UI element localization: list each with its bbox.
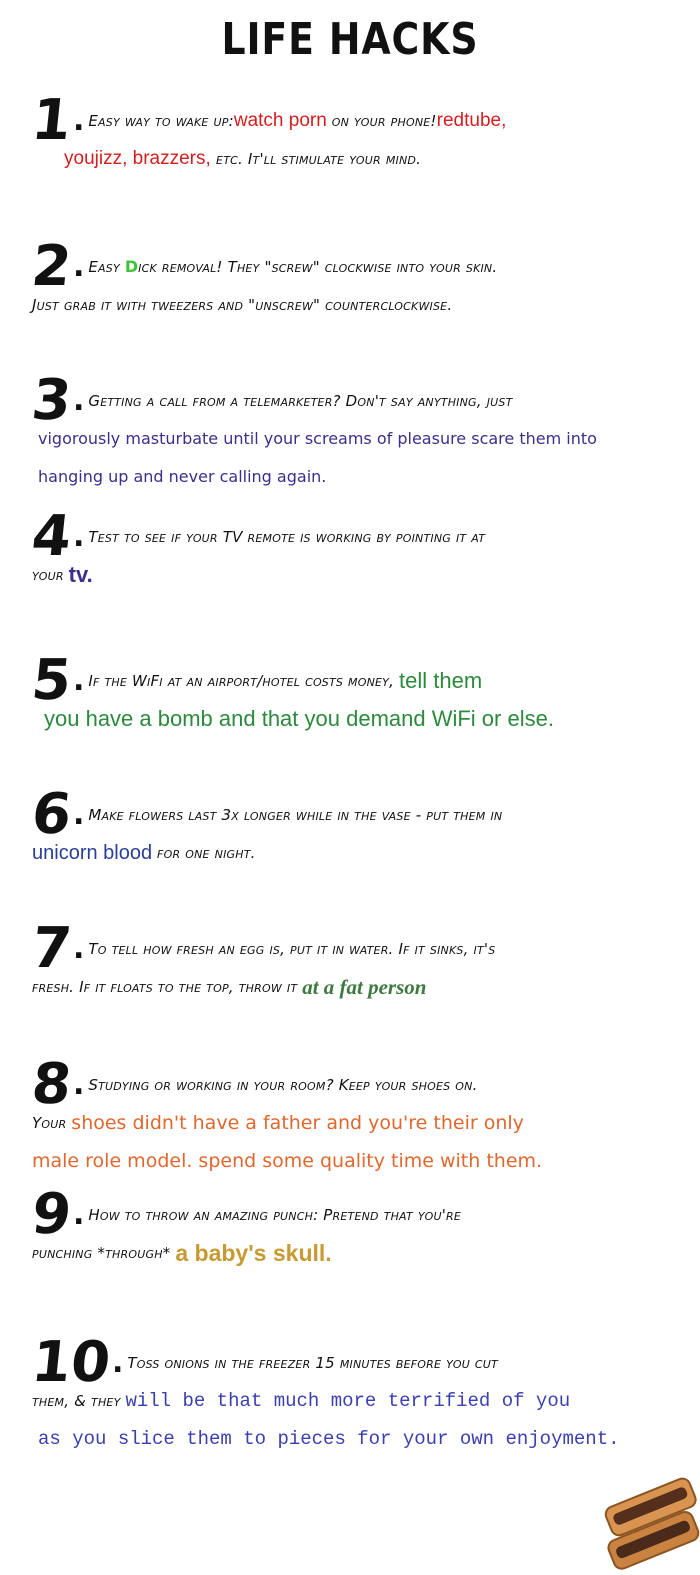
- hack-text-segment: a baby's skull.: [175, 1240, 332, 1266]
- hack-item-7: [28, 916, 672, 1006]
- hack-text-segment: at a fat person: [302, 975, 427, 999]
- hack-line: [32, 1142, 672, 1180]
- hack-text-segment: Getting a call from a telemarketer? Don't say anything, just: [88, 392, 513, 410]
- hack-number: 9: [28, 1182, 75, 1247]
- hack-line: [32, 968, 672, 1006]
- hack-text-segment: as you slice them to pieces for your own enjoyment.: [38, 1428, 620, 1450]
- hack-text-segment: Just grab it with tweezers and "unscrew" counterclockwise.: [32, 296, 453, 314]
- hack-line: [28, 1052, 672, 1117]
- hack-line: [28, 1330, 672, 1395]
- hack-text-segment: Test to see if your TV remote is working by pointing it at: [88, 528, 486, 546]
- number-dot: .: [72, 383, 85, 418]
- number-dot: .: [72, 1067, 85, 1102]
- hack-line: [32, 556, 672, 594]
- hack-text-segment: fresh. If it floats to the top, throw it: [32, 978, 303, 996]
- hack-line: [28, 88, 672, 153]
- hack-text-segment: unicorn blood: [32, 842, 153, 864]
- hack-text-segment: your: [32, 566, 69, 584]
- hack-line: [28, 1182, 672, 1247]
- hack-number: 1: [28, 88, 75, 153]
- number-dot: .: [72, 797, 85, 832]
- hack-number: 7: [28, 916, 75, 981]
- hack-line: [32, 140, 672, 178]
- hack-line: [28, 648, 672, 713]
- hack-text-segment: D: [124, 257, 139, 276]
- number-dot: .: [72, 931, 85, 966]
- number-dot: .: [72, 103, 85, 138]
- hack-number: 10: [28, 1330, 114, 1395]
- hack-text-segment: redtube,: [436, 110, 507, 131]
- hack-text-segment: How to throw an amazing punch: Pretend that you're: [88, 1206, 462, 1224]
- hack-item-10: [28, 1330, 672, 1458]
- hack-line: [32, 458, 672, 496]
- hack-text-segment: on your phone!: [326, 112, 437, 130]
- hack-line: [28, 782, 672, 847]
- hack-text-segment: male role model. spend some quality time with them.: [32, 1150, 543, 1172]
- hack-item-1: [28, 88, 672, 178]
- number-dot: .: [111, 1345, 124, 1380]
- hack-line: [32, 1382, 672, 1420]
- hack-text-segment: ick removal! They "screw" clockwise into your skin.: [138, 258, 498, 276]
- hack-text-segment: If the WiFi at an airport/hotel costs money,: [88, 672, 400, 690]
- hack-line: [28, 234, 672, 299]
- hack-text-segment: shoes didn't have a father and you're their only: [71, 1112, 524, 1134]
- hack-text-segment: tv.: [68, 562, 93, 587]
- hack-text-segment: you have a bomb and that you demand WiFi or else.: [44, 706, 554, 731]
- hack-number: 3: [28, 368, 75, 433]
- hack-item-6: [28, 782, 672, 872]
- hack-text-segment: for one night.: [152, 844, 256, 862]
- number-dot: .: [72, 663, 85, 698]
- hack-text-segment: punching *through*: [32, 1244, 176, 1262]
- number-dot: .: [72, 519, 85, 554]
- hack-text-segment: them, & they: [32, 1392, 126, 1410]
- hack-line: [28, 368, 672, 433]
- hack-number: 5: [28, 648, 75, 713]
- hack-text-segment: vigorously masturbate until your screams of pleasure scare them into: [38, 429, 597, 448]
- hack-item-3: [28, 368, 672, 496]
- hack-item-8: [28, 1052, 672, 1180]
- number-dot: .: [72, 249, 85, 284]
- fig-bar-snack-icon: [588, 1475, 700, 1575]
- hack-text-segment: Easy: [88, 258, 125, 276]
- hack-line: [28, 504, 672, 569]
- hack-line: [32, 834, 672, 872]
- hack-text-segment: Studying or working in your room? Keep your shoes on.: [88, 1076, 478, 1094]
- hack-line: [32, 286, 672, 324]
- hack-text-segment: hanging up and never calling again.: [38, 467, 327, 486]
- hack-line: [32, 700, 672, 738]
- hack-text-segment: Your: [32, 1114, 72, 1132]
- hack-text-segment: To tell how fresh an egg is, put it in water. If it sinks, it's: [88, 940, 496, 958]
- hack-line: [32, 420, 672, 458]
- hack-text-segment: Easy way to wake up:: [88, 112, 234, 130]
- hack-text-segment: tell them: [399, 668, 483, 693]
- hack-number: 8: [28, 1052, 75, 1117]
- hack-line: [32, 1420, 672, 1458]
- hack-number: 4: [28, 504, 75, 569]
- hack-text-segment: etc. It'll stimulate your mind.: [216, 150, 422, 168]
- hack-item-5: [28, 648, 672, 738]
- hack-text-segment: Toss onions in the freezer 15 minutes before you cut: [127, 1354, 498, 1372]
- hack-text-segment: youjizz, brazzers,: [64, 148, 217, 169]
- hack-text-segment: will be that much more terrified of you: [125, 1390, 571, 1412]
- hack-line: [28, 916, 672, 981]
- hack-number: 2: [28, 234, 75, 299]
- hack-number: 6: [28, 782, 75, 847]
- number-dot: .: [72, 1197, 85, 1232]
- hack-line: [32, 1234, 672, 1272]
- hack-text-segment: watch porn: [233, 110, 327, 131]
- page-title: LIFE HACKS: [221, 14, 479, 65]
- hack-text-segment: Make flowers last 3x longer while in the vase - put them in: [88, 806, 503, 824]
- hack-line: [32, 1104, 672, 1142]
- hack-item-2: [28, 234, 672, 324]
- hack-item-9: [28, 1182, 672, 1272]
- hack-item-4: [28, 504, 672, 594]
